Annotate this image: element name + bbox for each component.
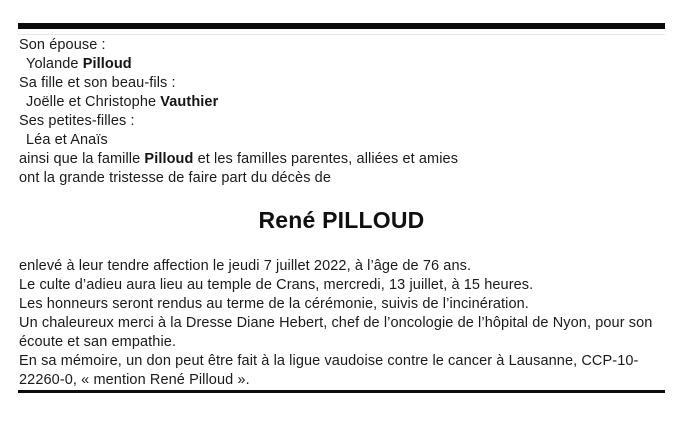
line-granddaughters-label — [19, 112, 665, 131]
line-service-info: Le culte d’adieu aura lieu au temple de Crans, mercredi, 13 juillet, à 15 heures. — [19, 277, 534, 293]
line-honors-info: Les honneurs seront rendus au terme de la cérémonie, suivis de l’incinération. — [19, 296, 529, 312]
text-segment: Yolande — [26, 56, 83, 72]
deceased-name: René PILLOUD — [258, 207, 425, 233]
text-segment: ont la grande tristesse de faire part du décès de — [19, 170, 332, 186]
text-segment: Sa fille et son beau-fils : — [19, 75, 176, 91]
line-death-date: enlevé à leur tendre affection le jeudi 7 juillet 2022, à l’âge de 76 ans. — [19, 258, 472, 274]
top-rule-shadow-line — [18, 34, 665, 35]
text-segment: et les familles parentes, alliées et amies — [193, 151, 459, 167]
line-donation-part2: 22260-0, « mention René Pilloud ». — [19, 372, 250, 388]
line-thanks-part2: écoute et san empathie. — [19, 334, 177, 350]
line-donation-part1: En sa mémoire, un don peut être fait à la ligue vaudoise contre le cancer à Lausanne, CCP-10- — [19, 353, 639, 369]
bottom-rule-divider — [18, 390, 665, 393]
line-extended-family — [19, 150, 665, 169]
text-segment: Son épouse : — [19, 37, 106, 53]
text-segment: ainsi que la famille — [19, 151, 145, 167]
bold-name: Vauthier — [160, 94, 219, 110]
bold-name: Pilloud — [82, 56, 132, 72]
top-rule-divider — [18, 23, 665, 29]
text-segment: Joëlle et Christophe — [26, 94, 161, 110]
line-thanks-part1: Un chaleureux merci à la Dresse Diane Hebert, chef de l’oncologie de l’hôpital de Nyon, pour son — [19, 315, 653, 331]
text-segment: Léa et Anaïs — [26, 132, 108, 148]
line-granddaughters-names — [19, 131, 665, 150]
line-daughter-label — [19, 74, 665, 93]
line-daughter-names — [19, 93, 665, 112]
line-spouse-label — [19, 36, 665, 55]
text-segment: Ses petites-filles : — [19, 113, 135, 129]
family-announcement-block — [19, 36, 665, 188]
line-spouse-name — [19, 55, 665, 74]
bold-name: Pilloud — [144, 151, 194, 167]
line-announcement — [19, 169, 665, 188]
ceremony-details-block — [19, 257, 665, 390]
